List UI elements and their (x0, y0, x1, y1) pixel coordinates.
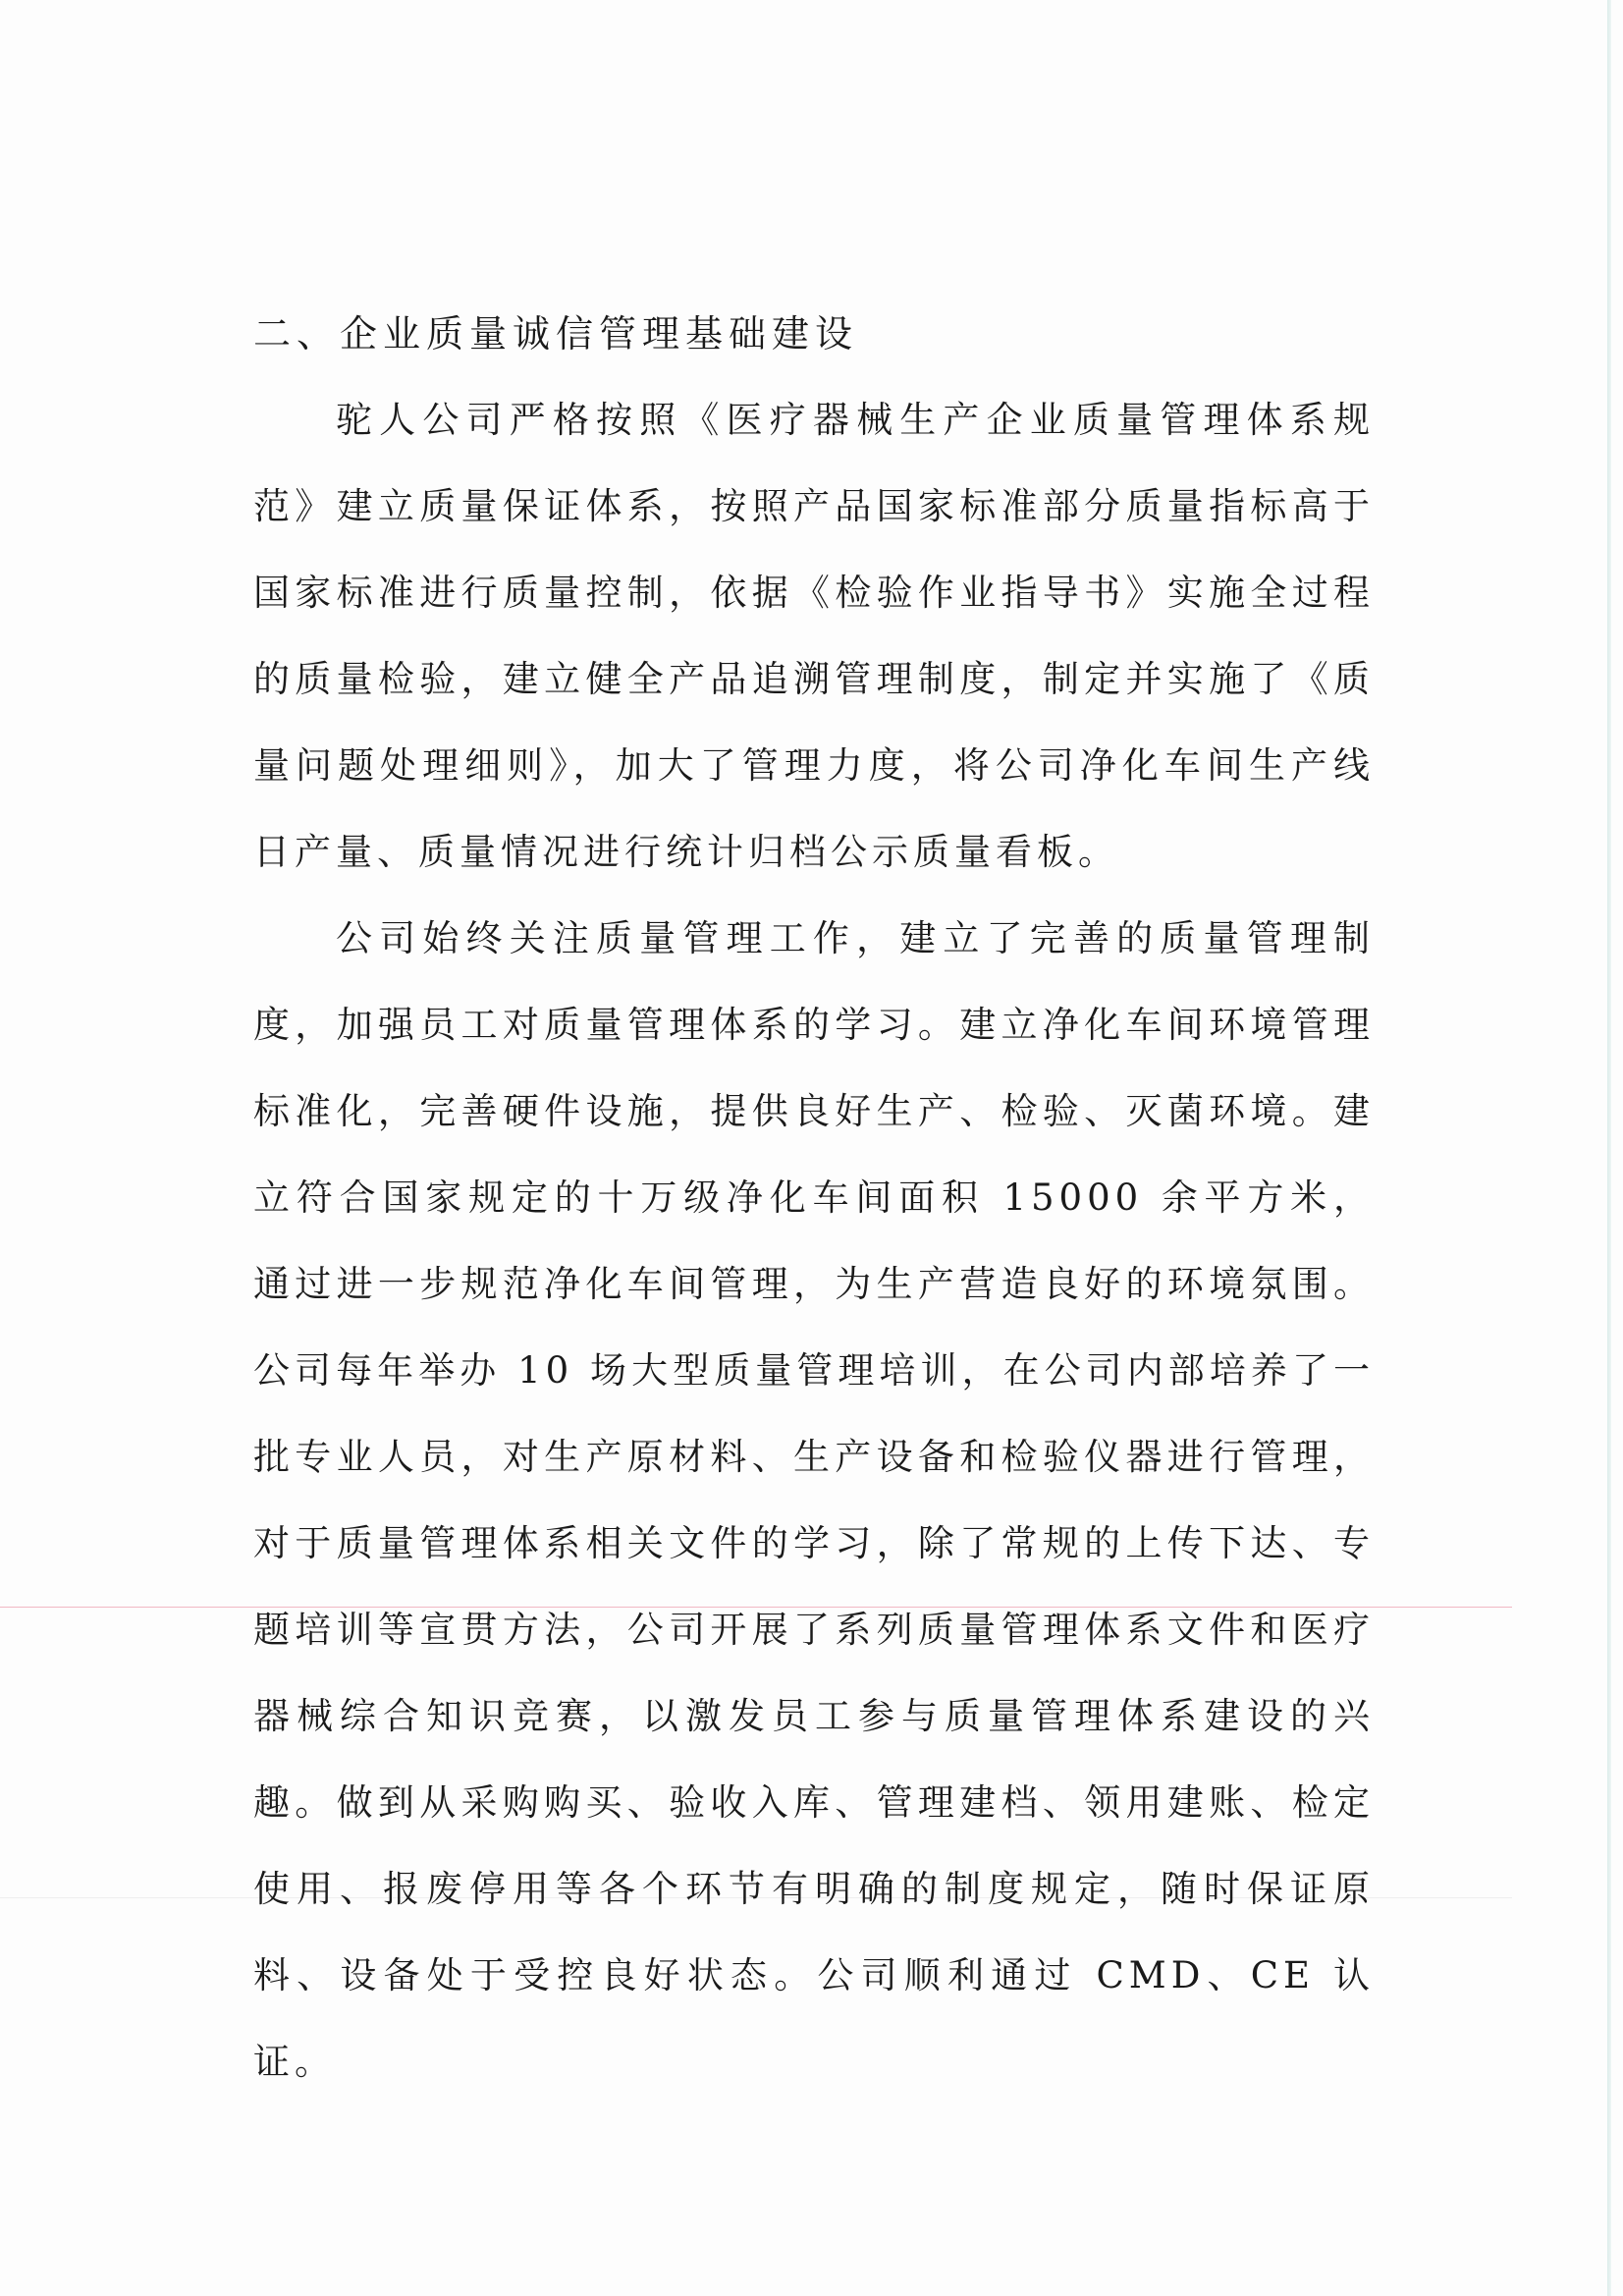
paragraph-quality-management: 公司始终关注质量管理工作，建立了完善的质量管理制度，加强员工对质量管理体系的学习。建立净化车间环境管理标准化，完善硬件设施，提供良好生产、检验、灭菌环境。建立符合国家规定的十万级净化车间面积 15000 余平方米，通过进一步规范净化车间管理，为生产营造良好的环境氛围。公司每年举办 10 场大型质量管理培训，在公司内部培养了一批专业人员，对生产原材料、生产设备和检验仪器进行管理，对于质量管理体系相关文件的学习，除了常规的上传下达、专题培训等宣贯方法，公司开展了系列质量管理体系文件和医疗器械综合知识竞赛，以激发员工参与质量管理体系建设的兴趣。做到从采购购买、验收入库、管理建档、领用建账、检定使用、报废停用等各个环节有明确的制度规定，随时保证原料、设备处于受控良好状态。公司顺利通过 CMD、CE 认证。 (253, 917, 1375, 2083)
scan-edge (1607, 0, 1611, 2296)
paragraph-quality-system: 驼人公司严格按照《医疗器械生产企业质量管理体系规范》建立质量保证体系，按照产品国家标准部分质量指标高于国家标准进行质量控制，依据《检验作业指导书》实施全过程的质量检验，建立健全产品追溯管理制度，制定并实施了《质量问题处理细则》，加大了管理力度，将公司净化车间生产线日产量、质量情况进行统计归档公示质量看板。 (253, 399, 1375, 873)
section-heading: 二、企业质量诚信管理基础建设 (253, 312, 859, 355)
document-body (253, 291, 1375, 2105)
